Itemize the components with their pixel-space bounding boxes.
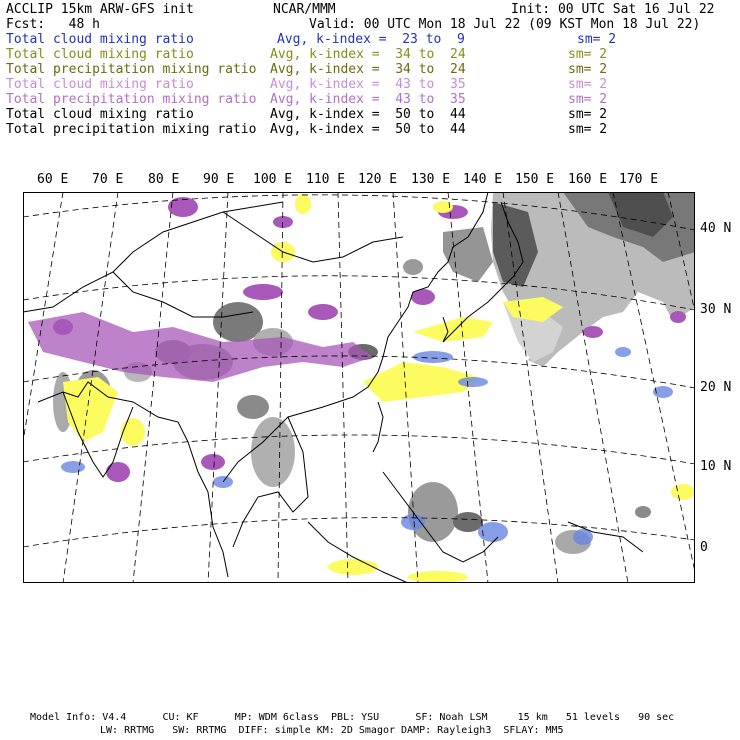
- longitude-label: 80 E: [148, 172, 180, 187]
- weather-map: [23, 192, 695, 583]
- model-info-line2: LW: RRTMG SW: RRTMG DIFF: simple KM: 2D Smagor DAMP: Rayleigh3 SFLAY: MM5: [100, 725, 564, 736]
- legend-field: Total precipitation mixing ratio: [6, 92, 257, 107]
- legend-field: Total cloud mixing ratio: [6, 107, 194, 122]
- latitude-label: 10 N: [700, 459, 732, 474]
- map-title: ACCLIP 15km ARW-GFS init: [6, 2, 194, 17]
- legend-avg: Avg, k-index = 50 to 44: [270, 122, 466, 137]
- longitude-label: 130 E: [411, 172, 451, 187]
- legend-sm: sm= 2: [568, 107, 608, 122]
- longitude-label: 70 E: [92, 172, 124, 187]
- model-info-line1: Model Info: V4.4 CU: KF MP: WDM 6class PBL: YSU SF: Noah LSM 15 km 51 levels 90 sec: [30, 712, 675, 723]
- organization-label: NCAR/MMM: [273, 2, 336, 17]
- longitude-label: 100 E: [253, 172, 293, 187]
- init-time: Init: 00 UTC Sat 16 Jul 22: [511, 2, 715, 17]
- latitude-label: 30 N: [700, 302, 732, 317]
- legend-sm: sm= 2: [568, 92, 608, 107]
- longitude-label: 140 E: [463, 172, 503, 187]
- legend-avg: Avg, k-index = 43 to 35: [270, 77, 466, 92]
- longitude-label: 60 E: [37, 172, 69, 187]
- legend-avg: Avg, k-index = 43 to 35: [270, 92, 466, 107]
- longitude-label: 160 E: [568, 172, 608, 187]
- legend-avg: Avg, k-index = 50 to 44: [270, 107, 466, 122]
- longitude-label: 110 E: [306, 172, 346, 187]
- legend-sm: sm= 2: [577, 32, 617, 47]
- forecast-hour: Fcst: 48 h: [6, 17, 100, 32]
- legend-sm: sm= 2: [568, 122, 608, 137]
- legend-sm: sm= 2: [568, 77, 608, 92]
- longitude-label: 150 E: [515, 172, 555, 187]
- valid-time: Valid: 00 UTC Mon 18 Jul 22 (09 KST Mon 18 Jul 22): [309, 17, 701, 32]
- legend-field: Total precipitation mixing ratio: [6, 62, 257, 77]
- legend-field: Total cloud mixing ratio: [6, 77, 194, 92]
- legend-field: Total precipitation mixing ratio: [6, 122, 257, 137]
- legend-avg: Avg, k-index = 34 to 24: [270, 47, 466, 62]
- legend-field: Total cloud mixing ratio: [6, 32, 194, 47]
- longitude-label: 120 E: [358, 172, 398, 187]
- latitude-label: 0: [700, 540, 708, 555]
- latitude-label: 40 N: [700, 221, 732, 236]
- latitude-label: 20 N: [700, 380, 732, 395]
- legend-sm: sm= 2: [568, 47, 608, 62]
- legend-sm: sm= 2: [568, 62, 608, 77]
- longitude-label: 90 E: [203, 172, 235, 187]
- legend-avg: Avg, k-index = 23 to 9: [277, 32, 465, 47]
- legend-avg: Avg, k-index = 34 to 24: [270, 62, 466, 77]
- legend-field: Total cloud mixing ratio: [6, 47, 194, 62]
- longitude-label: 170 E: [619, 172, 659, 187]
